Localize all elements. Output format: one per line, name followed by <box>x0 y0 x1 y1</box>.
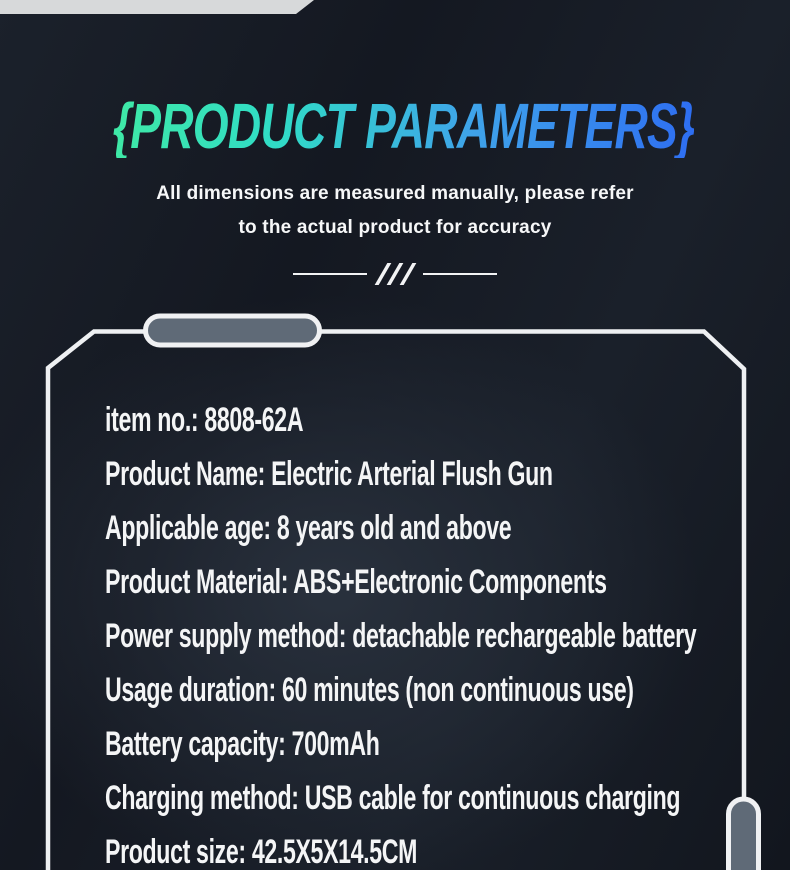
spec-line-charging-method: Charging method: USB cable for continuous charging <box>105 778 681 817</box>
spec-line-product-size: Product size: 42.5X5X14.5CM <box>105 832 418 870</box>
spec-line-battery-capacity: Battery capacity: 700mAh <box>105 724 380 763</box>
spec-line-product-material: Product Material: ABS+Electronic Components <box>105 562 607 601</box>
spec-line-applicable-age: Applicable age: 8 years old and above <box>105 508 512 547</box>
spec-list <box>105 393 790 870</box>
subtitle-line-1: All dimensions are measured manually, please refer <box>156 183 634 204</box>
panel-top-pill <box>146 316 320 345</box>
spec-line-power-supply: Power supply method: detachable rechargeable battery <box>105 616 697 655</box>
spec-line-product-name: Product Name: Electric Arterial Flush Gun <box>105 454 553 493</box>
spec-line-item-no: item no.: 8808-62A <box>105 400 304 439</box>
page-title-text: {PRODUCT PARAMETERS} <box>113 90 695 162</box>
spec-line-usage-duration: Usage duration: 60 minutes (non continuous use) <box>105 670 634 709</box>
subtitle-line-2: to the actual product for accuracy <box>238 217 552 238</box>
